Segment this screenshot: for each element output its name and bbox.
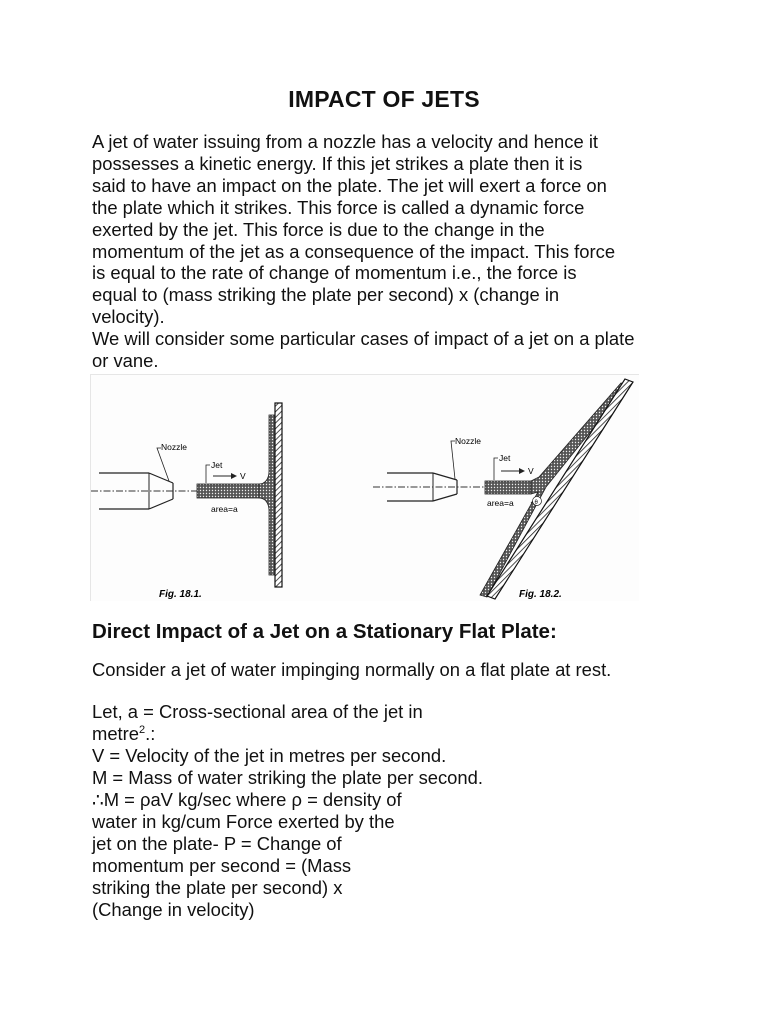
formula-line: jet on the plate- P = Change of [92,833,342,854]
nozzle-leader [157,448,169,481]
mass-definition: M = Mass of water striking the plate per second. [92,767,483,788]
consider-sentence: Consider a jet of water impinging normally on a flat plate at rest. [92,659,612,680]
water-jet [485,481,531,494]
velocity-arrowhead [231,473,237,479]
intro-line: or vane. [92,350,159,372]
nozzle-taper-top [149,473,173,483]
intro-line: velocity). [92,306,165,328]
area-definition: Let, a = Cross-sectional area of the jet in [92,701,423,722]
velocity-definition: V = Velocity of the jet in metres per second. [92,745,447,766]
intro-line: possesses a kinetic energy. If this jet strikes a plate then it is [92,152,583,174]
angle-label: θ [534,500,538,506]
area-unit-line [92,723,483,745]
intro-line: exerted by the jet. This force is due to the change in the [92,218,545,240]
intro-paragraph [92,131,732,372]
intro-line: momentum of the jet as a consequence of the impact. This force [92,240,616,262]
fig-18-1 [91,403,282,600]
nozzle-leader [451,441,455,479]
intro-line: said to have an impact on the plate. The jet will exert a force on [92,174,607,196]
area-label: area=a [487,498,514,508]
nozzle-label: Nozzle [455,436,481,446]
metre-exponent: 2 [139,723,146,736]
jet-impact-diagram [91,375,639,601]
water-jet [197,484,265,498]
intro-line: equal to (mass striking the plate per second) x (change in [92,284,560,306]
formula-line: water in kg/cum Force exerted by the [92,811,395,832]
formula-line: ∴M = ρaV kg/sec where ρ = density of [92,789,402,810]
velocity-label: V [528,466,534,476]
nozzle-taper-bottom [149,499,173,509]
formula-line: (Change in velocity) [92,899,255,920]
nozzle-label: Nozzle [161,442,187,452]
jet-label: Jet [211,460,223,470]
intro-line: We will consider some particular cases of impact of a jet on a plate [92,328,635,350]
nozzle-taper-top [433,473,457,480]
jet-impact-figure [90,374,639,601]
jet-leader [206,465,210,483]
area-label: area=a [211,504,238,514]
fig-18-2 [373,379,633,600]
section-heading: Direct Impact of a Jet on a Stationary Flat Plate: [92,620,557,643]
flat-plate [275,403,282,587]
definitions-block [92,701,483,921]
intro-line: the plate which it strikes. This force is called a dynamic force [92,196,585,218]
fig-18-1-caption: Fig. 18.1. [159,589,202,600]
formula-line: momentum per second = (Mass [92,855,352,876]
metre-word: metre [92,723,140,744]
intro-line: A jet of water issuing from a nozzle has a velocity and hence it [92,131,599,152]
jet-leader [494,458,498,480]
metre-tail: .: [145,723,156,744]
velocity-arrowhead [519,468,525,474]
formula-line: striking the plate per second) x [92,877,343,898]
deflected-water [259,415,275,575]
fig-18-2-caption: Fig. 18.2. [519,589,562,600]
nozzle-taper-bottom [433,494,457,501]
intro-line: is equal to the rate of change of momentum i.e., the force is [92,262,577,284]
jet-label: Jet [499,453,511,463]
velocity-label: V [240,471,246,481]
page-title: IMPACT OF JETS [288,86,480,112]
